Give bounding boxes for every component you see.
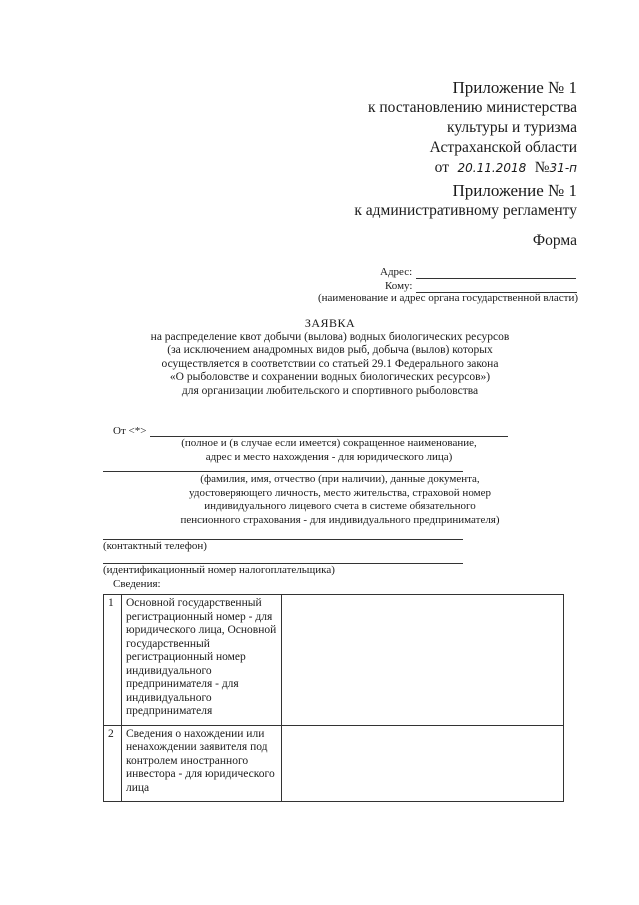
table-row <box>104 595 564 726</box>
title-line: (за исключением анадромных видов рыб, добыча (вылов) которых <box>167 344 493 356</box>
recipient-label: Кому: <box>385 280 413 292</box>
phone-note: (контактный телефон) <box>103 540 207 552</box>
decree-number: 31-п <box>549 161 577 175</box>
address-field[interactable] <box>416 267 576 279</box>
individual-details-field[interactable] <box>103 471 463 472</box>
annex-line: культуры и туризма <box>447 119 577 136</box>
application-title <box>100 317 560 398</box>
inn-note: (идентификационный номер налогоплательщика) <box>103 564 335 576</box>
title-line: для организации любительского и спортивного рыболовства <box>181 384 479 397</box>
row-value-field[interactable] <box>282 725 564 802</box>
note-line: адрес и место нахождения - для юридического лица) <box>205 450 453 463</box>
title-line: осуществляется в соответствии со статьей 29.1 Федерального закона <box>161 357 499 370</box>
note-line: индивидуального лицевого счета в системе обязательного <box>204 500 476 512</box>
details-table <box>103 594 564 802</box>
details-label: Сведения: <box>113 578 161 590</box>
annex-line: к постановлению министерства <box>367 99 577 116</box>
annex-header-decree <box>247 78 577 178</box>
note-line: пенсионного страхования - для индивидуального предпринимателя) <box>180 513 500 526</box>
address-label: Адрес: <box>380 266 413 278</box>
row-number: 1 <box>104 595 122 726</box>
legal-entity-note <box>150 437 508 464</box>
row-value-field[interactable] <box>282 595 564 726</box>
row-number: 2 <box>104 725 122 802</box>
title-heading: ЗАЯВКА <box>304 316 356 330</box>
note-line: (фамилия, имя, отчество (при наличии), данные документа, <box>200 473 480 485</box>
number-prefix: № <box>534 159 550 176</box>
decree-date-line <box>247 158 577 178</box>
annex-header-regulation <box>247 181 577 221</box>
individual-entrepreneur-note <box>150 473 530 527</box>
decree-date: 20.11.2018 <box>457 161 527 175</box>
annex-number: Приложение № 1 <box>452 181 577 200</box>
recipient-note: (наименование и адрес органа государственной власти) <box>318 292 579 304</box>
date-prefix: от <box>434 159 449 176</box>
row-label: Сведения о нахождении или ненахождении заявителя под контролем иностранного инвестора - для юридического лица <box>122 725 282 802</box>
address-row <box>380 266 576 279</box>
note-line: удостоверяющего личность, место жительства, страховой номер <box>189 486 491 499</box>
row-label: Основной государственный регистрационный номер - для юридического лица, Основной государственный регистрационный номер индивидуального предпринимателя - для индивидуального предпринимателя <box>122 595 282 726</box>
title-line: «О рыболовстве и сохранении водных биологических ресурсов») <box>169 371 491 383</box>
from-label: От <*> <box>113 425 147 437</box>
annex-number: Приложение № 1 <box>452 78 577 97</box>
title-line: на распределение квот добычи (вылова) водных биологических ресурсов <box>150 330 510 343</box>
form-label: Форма <box>532 232 577 249</box>
annex-line: к административному регламенту <box>354 202 577 219</box>
table-row <box>104 725 564 802</box>
annex-line: Астраханской области <box>429 139 577 156</box>
note-line: (полное и (в случае если имеется) сокращенное наименование, <box>181 437 477 449</box>
